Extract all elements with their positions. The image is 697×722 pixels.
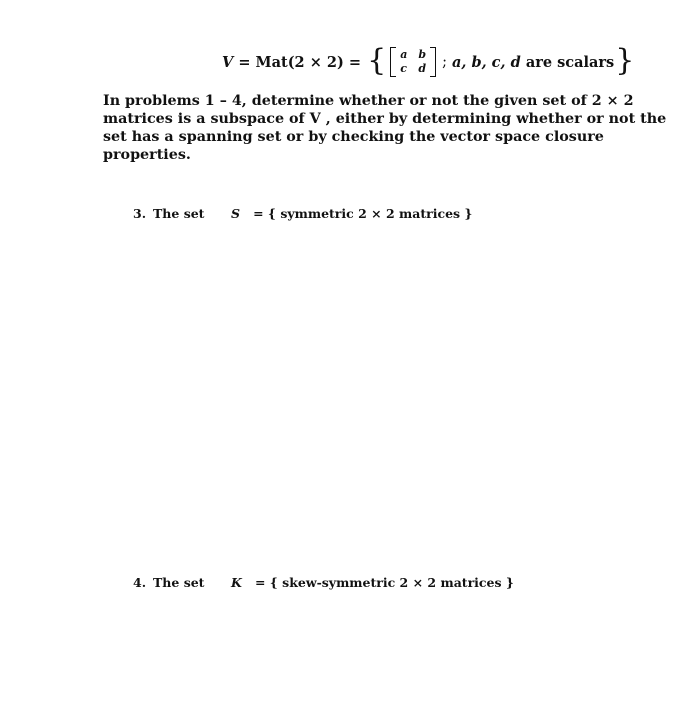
- open-brace: {: [367, 43, 387, 78]
- scalar-variables: a, b, c, d: [451, 53, 521, 71]
- matrix-entry-b: b: [418, 48, 427, 61]
- right-bracket: [430, 47, 436, 77]
- set-text: = { symmetric 2 × 2 matrices }: [253, 206, 473, 221]
- problem-label: The set: [153, 206, 205, 221]
- set-definition: [231, 206, 472, 221]
- matrix-entry-d: d: [418, 62, 427, 75]
- generic-matrix: [390, 47, 436, 77]
- set-symbol: S: [231, 206, 241, 221]
- semicolon: ;: [442, 54, 447, 70]
- problem-label: The set: [153, 575, 205, 590]
- equals-sign: =: [238, 53, 251, 71]
- matrix-entry-c: c: [400, 62, 407, 75]
- instructions-paragraph: In problems 1 – 4, determine whether or not the given set of 2 × 2 matrices is a subspace of V , either by determining whether or not the set has a spanning set or by checking the vector space closure properties.: [103, 93, 667, 163]
- v-symbol: V: [222, 53, 234, 71]
- problem-number: 3.: [133, 206, 147, 221]
- scalars-text: are scalars: [525, 53, 615, 71]
- vector-space-definition: [222, 42, 635, 82]
- problem-4: [133, 575, 514, 590]
- problem-3: [133, 206, 472, 221]
- matrix-entries: [396, 47, 430, 77]
- problem-number: 4.: [133, 575, 147, 590]
- mat-notation: Mat(2 × 2): [255, 53, 344, 71]
- close-brace: }: [615, 43, 635, 78]
- set-definition: [231, 575, 514, 590]
- set-symbol: K: [231, 575, 242, 590]
- set-text: = { skew-symmetric 2 × 2 matrices }: [254, 575, 514, 590]
- equals-sign-2: =: [348, 53, 362, 71]
- matrix-entry-a: a: [400, 48, 408, 61]
